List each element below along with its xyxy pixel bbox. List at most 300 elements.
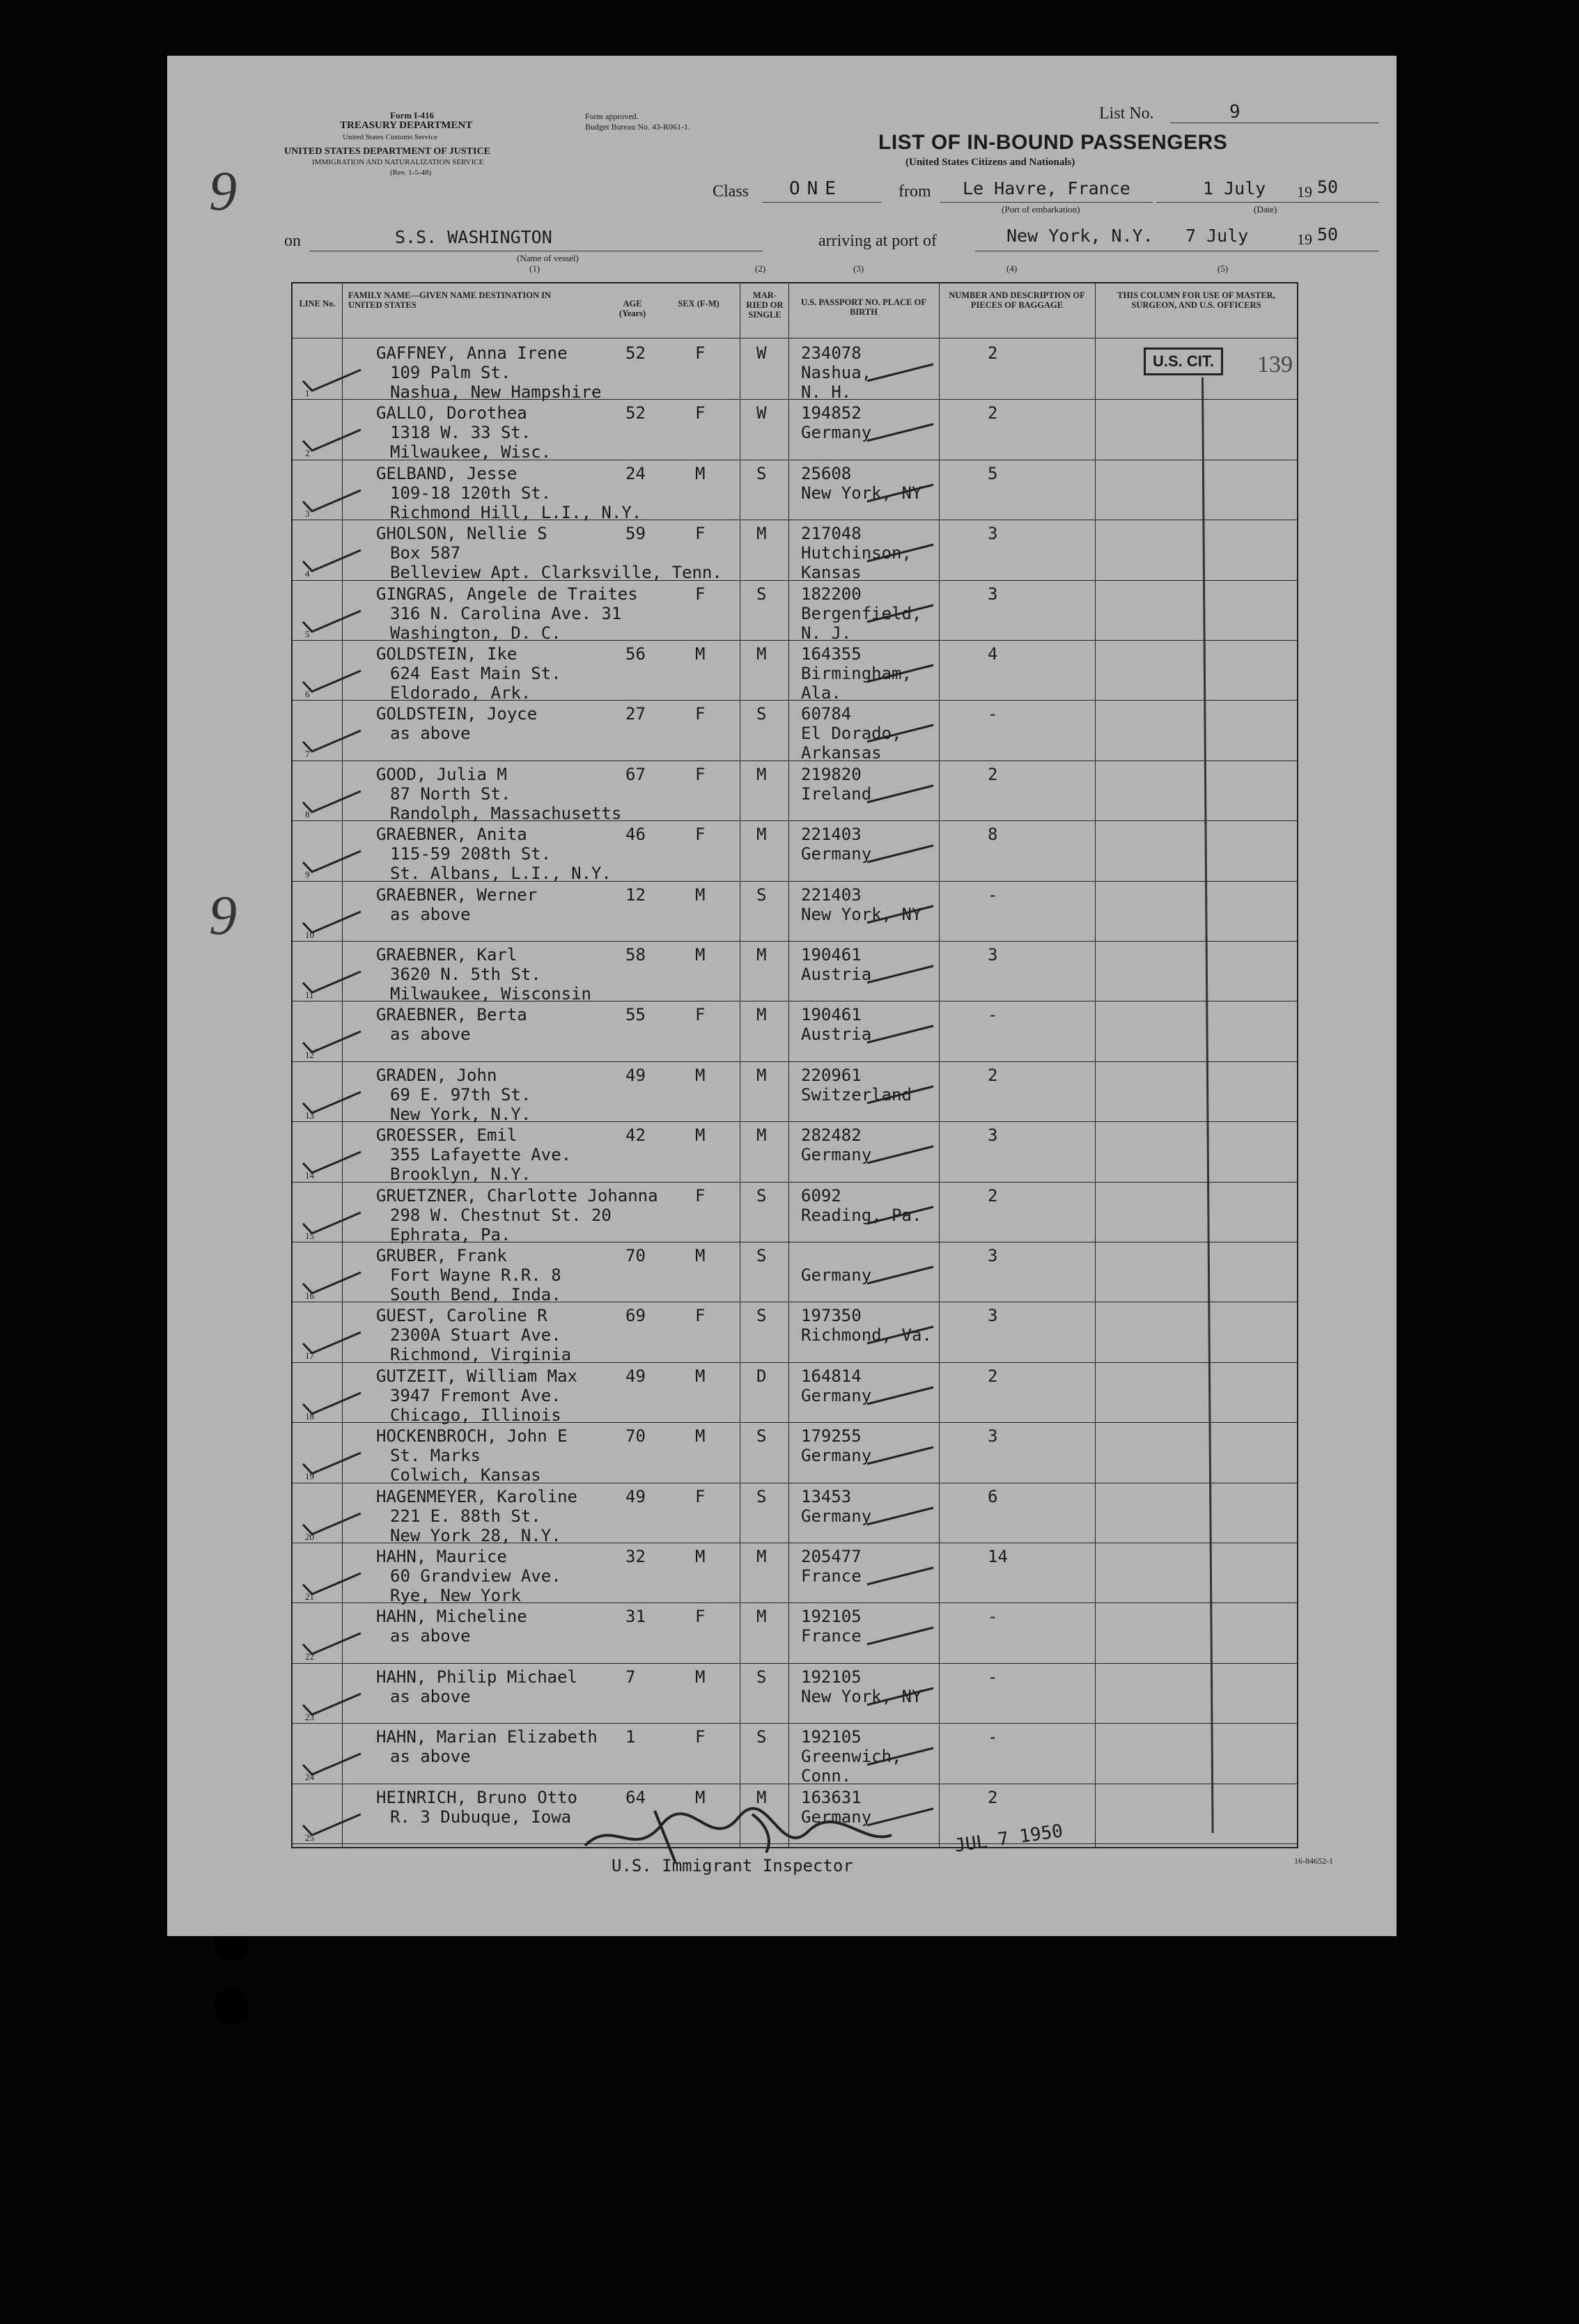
address-line-1: 1318 W. 33 St.: [390, 423, 531, 443]
baggage-count: 4: [988, 644, 998, 664]
address-line-1: as above: [390, 1024, 471, 1045]
passport-number: 221403: [801, 884, 862, 905]
from-label: from: [899, 182, 931, 201]
check-mark-icon: [300, 608, 364, 636]
address-line-1: as above: [390, 1747, 471, 1767]
address-line-1: 87 North St.: [390, 783, 511, 804]
line-number: 3: [305, 508, 310, 519]
sex-cell: M: [695, 1426, 706, 1446]
table-row: [293, 1422, 1297, 1483]
sex-cell: F: [695, 1727, 706, 1747]
passport-number: 164355: [801, 644, 862, 664]
baggage-count: 2: [988, 1787, 998, 1807]
birthplace-line-1: Ireland: [801, 783, 872, 804]
table-row: [293, 580, 1297, 641]
passport-number: 192105: [801, 1667, 862, 1687]
age-cell: 1: [625, 1727, 636, 1747]
age-cell: 70: [625, 1246, 646, 1265]
check-mark-icon: [864, 1684, 940, 1712]
table-row: [293, 1001, 1297, 1062]
sex-cell: F: [695, 524, 706, 544]
address-line-1: as above: [390, 1686, 471, 1706]
revision: (Rev. 1-5-48): [390, 169, 432, 177]
table-row: [293, 1302, 1297, 1363]
age-cell: 56: [625, 644, 646, 664]
check-mark-icon: [300, 788, 364, 816]
passenger-name: GUEST, Caroline R: [376, 1306, 547, 1326]
passport-number: 192105: [801, 1727, 862, 1747]
line-number: 23: [305, 1711, 314, 1722]
passport-number: 220961: [801, 1065, 862, 1085]
col-name: FAMILY NAME—GIVEN NAME DESTINATION IN UNITED STATES: [348, 290, 551, 310]
address-line-2: Nashua, New Hampshire: [390, 382, 602, 402]
birthplace-line-1: Germany: [801, 1145, 872, 1165]
baggage-count: 3: [988, 1426, 998, 1446]
birthplace-line-1: Austria: [801, 965, 872, 984]
check-mark-icon: [864, 721, 940, 749]
sex-cell: M: [695, 1667, 706, 1687]
address-line-2: Eldorado, Ark.: [390, 683, 531, 703]
check-mark-icon: [300, 547, 364, 575]
table-row: [293, 1061, 1297, 1123]
line-number: 17: [305, 1350, 314, 1362]
marital-cell: M: [756, 764, 767, 784]
birthplace-line-1: Germany: [801, 423, 872, 443]
check-mark-icon: [864, 1443, 940, 1471]
address-line-1: St. Marks: [390, 1446, 481, 1466]
sex-cell: M: [695, 1065, 706, 1085]
table-row: [293, 700, 1297, 761]
marital-cell: M: [756, 1125, 767, 1146]
passenger-name: GINGRAS, Angele de Traites: [376, 584, 638, 604]
sex-cell: M: [695, 1246, 706, 1265]
passenger-name: HAGENMEYER, Karoline: [376, 1486, 577, 1506]
check-mark-icon: [300, 909, 364, 937]
age-cell: 32: [625, 1547, 646, 1566]
col-age: AGE (Years): [619, 299, 646, 318]
address-line-2: Belleview Apt. Clarksville, Tenn.: [390, 563, 722, 583]
age-cell: 49: [625, 1065, 646, 1085]
sex-cell: M: [695, 1125, 706, 1146]
passenger-name: HAHN, Micheline: [376, 1607, 527, 1627]
handwritten-page-no: 9: [209, 161, 237, 222]
arriving-label: arriving at port of: [818, 232, 937, 250]
check-mark-icon: [300, 1390, 364, 1418]
baggage-count: 3: [988, 1246, 998, 1265]
passenger-name: GELBAND, Jesse: [376, 463, 518, 483]
sex-cell: M: [695, 463, 706, 483]
age-cell: 12: [625, 884, 646, 905]
line-number: 24: [305, 1772, 314, 1783]
passenger-name: GOLDSTEIN, Joyce: [376, 704, 538, 724]
check-mark-icon: [864, 1383, 940, 1411]
birthplace-line-1: France: [801, 1566, 862, 1586]
line-number: 4: [305, 568, 310, 579]
line-number: 21: [305, 1591, 314, 1602]
marital-cell: S: [756, 1246, 767, 1265]
check-mark-icon: [864, 1504, 940, 1531]
birthplace-line-2: N. H.: [801, 382, 852, 402]
check-mark-icon: [864, 841, 940, 869]
check-mark-icon: [864, 1203, 940, 1231]
passport-number: 179255: [801, 1426, 862, 1446]
handwritten-page-no-2: 9: [209, 885, 237, 946]
form-subtitle: (United States Citizens and Nationals): [905, 157, 1075, 168]
line-number: 6: [305, 689, 310, 699]
birthplace-line-1: Germany: [801, 1807, 872, 1827]
check-mark-icon: [300, 1270, 364, 1297]
age-cell: 70: [625, 1426, 646, 1446]
baggage-count: 2: [988, 1185, 998, 1206]
table-row: [293, 1121, 1297, 1183]
marital-cell: S: [756, 1306, 767, 1326]
baggage-count: 14: [988, 1547, 1008, 1566]
passport-number: 6092: [801, 1185, 841, 1206]
table-row: [293, 520, 1297, 581]
address-line-1: 115-59 208th St.: [390, 844, 552, 864]
caption-5: (5): [1218, 263, 1229, 274]
passport-number: 197350: [801, 1306, 862, 1326]
sex-cell: F: [695, 764, 706, 784]
birthplace-line-1: Germany: [801, 1506, 872, 1526]
age-cell: 46: [625, 825, 646, 845]
address-line-2: Richmond Hill, L.I., N.Y.: [390, 502, 642, 522]
age-cell: 42: [625, 1125, 646, 1146]
embarkation-port: Le Havre, France: [963, 178, 1130, 198]
col-sex: SEX (F-M): [678, 299, 720, 309]
check-mark-icon: [864, 360, 940, 388]
arrival-year: 50: [1317, 224, 1339, 244]
check-mark-icon: [864, 1082, 940, 1110]
justice-dept: UNITED STATES DEPARTMENT OF JUSTICE: [284, 146, 490, 157]
marital-cell: M: [756, 1005, 767, 1025]
check-mark-icon: [300, 427, 364, 455]
birthplace-line-1: Greenwich,: [801, 1747, 902, 1767]
age-cell: 69: [625, 1306, 646, 1326]
address-line-1: 2300A Stuart Ave.: [390, 1325, 561, 1346]
line-number: 5: [305, 628, 310, 639]
baggage-count: 2: [988, 1065, 998, 1085]
address-line-1: R. 3 Dubuque, Iowa: [390, 1807, 572, 1827]
age-cell: 31: [625, 1607, 646, 1627]
line-number: 2: [305, 448, 310, 459]
check-mark-icon: [300, 969, 364, 997]
check-mark-icon: [300, 1210, 364, 1238]
passenger-name: HOCKENBROCH, John E: [376, 1426, 568, 1446]
age-cell: 52: [625, 403, 646, 423]
sex-cell: M: [695, 1547, 706, 1566]
address-line-2: Colwich, Kansas: [390, 1465, 541, 1485]
passport-number: 13453: [801, 1486, 852, 1506]
check-mark-icon: [300, 1570, 364, 1598]
age-cell: 49: [625, 1486, 646, 1506]
birthplace-line-1: Austria: [801, 1024, 872, 1045]
table-row: [293, 761, 1297, 822]
line-number: 16: [305, 1290, 314, 1301]
binder-hole: [214, 1988, 249, 2023]
passenger-name: GUTZEIT, William Max: [376, 1366, 577, 1386]
passenger-name: GAFFNEY, Anna Irene: [376, 343, 568, 363]
class-value: ONE: [789, 178, 843, 199]
check-mark-icon: [864, 962, 940, 990]
passport-number: 282482: [801, 1125, 862, 1146]
birthplace-line-1: Switzerland: [801, 1084, 912, 1105]
address-line-2: Brooklyn, N.Y.: [390, 1164, 531, 1185]
birthplace-line-2: N. J.: [801, 623, 852, 643]
passport-number: 217048: [801, 524, 862, 544]
sex-cell: F: [695, 343, 706, 363]
vessel-caption: (Name of vessel): [517, 253, 579, 263]
line-number: 22: [305, 1651, 314, 1662]
line-number: 15: [305, 1230, 314, 1241]
class-label: Class: [713, 182, 749, 201]
address-line-1: 624 East Main St.: [390, 664, 561, 683]
birthplace-line-2: Kansas: [801, 563, 862, 583]
col-baggage: NUMBER AND DESCRIPTION OF PIECES OF BAGGAGE: [949, 290, 1085, 310]
age-cell: 67: [625, 764, 646, 784]
passport-number: 163631: [801, 1787, 862, 1807]
address-line-1: as above: [390, 1626, 471, 1646]
arrival-year-prefix: 19: [1297, 231, 1312, 248]
check-mark-icon: [864, 1142, 940, 1170]
table-row: [293, 1663, 1297, 1724]
birthplace-line-1: France: [801, 1626, 862, 1646]
marital-cell: S: [756, 704, 767, 724]
line-number: 18: [305, 1410, 314, 1421]
baggage-count: 3: [988, 945, 998, 965]
caption-4: (4): [1006, 263, 1018, 274]
address-line-1: Box 587: [390, 543, 461, 563]
sex-cell: M: [695, 884, 706, 905]
check-mark-icon: [300, 728, 364, 756]
passport-number: 190461: [801, 945, 862, 965]
passport-number: 60784: [801, 704, 852, 724]
check-mark-icon: [300, 1811, 364, 1839]
table-row: [293, 1362, 1297, 1424]
check-mark-icon: [300, 1691, 364, 1719]
col-married: MAR-RIED OR SINGLE: [746, 290, 784, 320]
on-label: on: [284, 232, 301, 250]
check-mark-icon: [864, 481, 940, 508]
marital-cell: S: [756, 1486, 767, 1506]
passport-number: 221403: [801, 825, 862, 845]
address-line-1: 60 Grandview Ave.: [390, 1566, 561, 1586]
address-line-2: Chicago, Illinois: [390, 1405, 561, 1425]
birthplace-line-2: Conn.: [801, 1766, 852, 1786]
address-line-2: Rye, New York: [390, 1586, 521, 1605]
page-count: 139: [1257, 352, 1293, 377]
form-code: 16-84652-1: [1294, 1856, 1333, 1866]
line-number: 12: [305, 1050, 314, 1061]
passport-number: 219820: [801, 764, 862, 784]
age-cell: 55: [625, 1005, 646, 1025]
address-line-1: 316 N. Carolina Ave. 31: [390, 603, 622, 623]
marital-cell: S: [756, 1426, 767, 1446]
baggage-count: 3: [988, 584, 998, 604]
list-no-label: List No.: [1099, 104, 1154, 123]
marital-cell: M: [756, 1787, 767, 1807]
birthplace-line-1: New York, NY: [801, 483, 922, 503]
address-line-2: Milwaukee, Wisconsin: [390, 984, 591, 1004]
sex-cell: M: [695, 1366, 706, 1386]
passenger-name: GOLDSTEIN, Ike: [376, 644, 518, 664]
birthplace-line-1: Reading, Pa.: [801, 1205, 922, 1225]
check-mark-icon: [864, 902, 940, 930]
line-number: 13: [305, 1109, 314, 1121]
table-row: [293, 820, 1297, 882]
arrival-date: 7 July: [1185, 226, 1249, 246]
address-line-1: 3947 Fremont Ave.: [390, 1385, 561, 1405]
baggage-count: 6: [988, 1486, 998, 1506]
line-number: 25: [305, 1832, 314, 1843]
col-line: LINE No.: [299, 299, 336, 309]
check-mark-icon: [300, 1029, 364, 1056]
passenger-name: GRAEBNER, Berta: [376, 1005, 527, 1025]
marital-cell: M: [756, 825, 767, 845]
line-number: 10: [305, 929, 314, 940]
table-row: [293, 1483, 1297, 1544]
check-mark-icon: [864, 420, 940, 448]
passenger-name: GHOLSON, Nellie S: [376, 524, 547, 544]
sex-cell: F: [695, 1486, 706, 1506]
address-line-2: South Bend, Inda.: [390, 1285, 561, 1304]
embarkation-caption: (Port of embarkation): [1002, 204, 1080, 215]
check-mark-icon: [864, 1323, 940, 1350]
address-line-1: 3620 N. 5th St.: [390, 965, 541, 984]
check-mark-icon: [300, 367, 364, 395]
age-cell: 49: [625, 1366, 646, 1386]
line-number: 14: [305, 1170, 314, 1181]
address-line-1: as above: [390, 724, 471, 744]
check-mark-icon: [300, 1511, 364, 1538]
inspector-signature: [571, 1797, 961, 1866]
birthplace-line-1: Germany: [801, 844, 872, 864]
list-no-value: 9: [1229, 102, 1240, 123]
address-line-1: 355 Lafayette Ave.: [390, 1145, 572, 1165]
passport-number: 205477: [801, 1547, 862, 1566]
check-mark-icon: [864, 1744, 940, 1772]
form-number: Form I-416: [390, 110, 435, 120]
birthplace-line-2: Ala.: [801, 683, 841, 703]
sex-cell: F: [695, 1005, 706, 1025]
birthplace-line-1: Nashua,: [801, 363, 872, 382]
table-row: [293, 1543, 1297, 1604]
table-row: [293, 460, 1297, 521]
departure-year: 50: [1317, 177, 1339, 197]
baggage-count: 2: [988, 403, 998, 423]
birthplace-line-1: Germany: [801, 1265, 872, 1285]
check-mark-icon: [300, 1329, 364, 1357]
passport-number: 192105: [801, 1607, 862, 1627]
address-line-2: Washington, D. C.: [390, 623, 561, 643]
baggage-count: -: [988, 884, 998, 905]
marital-cell: D: [756, 1366, 767, 1386]
passenger-table: [291, 282, 1298, 1848]
line-number: 1: [305, 388, 310, 398]
address-line-1: 298 W. Chestnut St. 20: [390, 1205, 612, 1225]
address-line-1: 221 E. 88th St.: [390, 1506, 541, 1526]
departure-year-prefix: 19: [1297, 183, 1312, 201]
col-officers: THIS COLUMN FOR USE OF MASTER, SURGEON, AND U.S. OFFICERS: [1117, 290, 1275, 310]
line-number: 7: [305, 749, 310, 760]
check-mark-icon: [864, 1623, 940, 1651]
check-mark-icon: [864, 601, 940, 629]
sex-cell: F: [695, 704, 706, 724]
manifest-page: [167, 56, 1397, 1936]
table-row: [293, 1723, 1297, 1784]
address-line-1: as above: [390, 904, 471, 924]
passenger-name: GRAEBNER, Karl: [376, 945, 518, 965]
passport-number: 190461: [801, 1005, 862, 1025]
table-row: [293, 1182, 1297, 1243]
marital-cell: M: [756, 644, 767, 664]
birthplace-line-1: Birmingham,: [801, 664, 912, 683]
check-mark-icon: [300, 1450, 364, 1478]
birthplace-line-1: Hutchinson,: [801, 543, 912, 563]
age-cell: 59: [625, 524, 646, 544]
check-mark-icon: [300, 1089, 364, 1117]
marital-cell: S: [756, 1185, 767, 1206]
passport-number: 164814: [801, 1366, 862, 1386]
passenger-name: HEINRICH, Bruno Otto: [376, 1787, 577, 1807]
marital-cell: S: [756, 884, 767, 905]
ins-service: IMMIGRATION AND NATURALIZATION SERVICE: [312, 158, 484, 166]
sex-cell: F: [695, 825, 706, 845]
birthplace-line-1: New York, NY: [801, 1686, 922, 1706]
check-mark-icon: [300, 668, 364, 696]
date-stamp: JUL 7 1950: [953, 1820, 1064, 1857]
address-line-1: Fort Wayne R.R. 8: [390, 1265, 561, 1285]
check-mark-icon: [300, 1751, 364, 1779]
check-mark-icon: [864, 540, 940, 568]
caption-1: (1): [529, 263, 540, 274]
passport-number: 182200: [801, 584, 862, 604]
address-line-2: Ephrata, Pa.: [390, 1224, 511, 1245]
sex-cell: M: [695, 945, 706, 965]
passenger-name: GRAEBNER, Werner: [376, 884, 538, 905]
sex-cell: F: [695, 1607, 706, 1627]
col-passport: U.S. PASSPORT NO. PLACE OF BIRTH: [800, 297, 927, 317]
table-row: [293, 399, 1297, 460]
address-line-2: Richmond, Virginia: [390, 1345, 572, 1365]
baggage-count: -: [988, 1667, 998, 1687]
passenger-name: GOOD, Julia M: [376, 764, 507, 784]
address-line-2: New York 28, N.Y.: [390, 1525, 561, 1545]
sex-cell: F: [695, 403, 706, 423]
line-number: 20: [305, 1531, 314, 1542]
passenger-name: HAHN, Philip Michael: [376, 1667, 577, 1687]
passenger-name: HAHN, Maurice: [376, 1547, 507, 1566]
us-citizen-stamp: U.S. CIT.: [1144, 348, 1223, 375]
address-line-2: New York, N.Y.: [390, 1104, 531, 1124]
customs-service: United States Customs Service: [343, 133, 437, 141]
baggage-count: 8: [988, 825, 998, 845]
birthplace-line-1: Richmond, Va.: [801, 1325, 932, 1346]
passport-number: 194852: [801, 403, 862, 423]
table-row: [293, 640, 1297, 701]
baggage-count: 5: [988, 463, 998, 483]
line-number: 9: [305, 869, 310, 880]
age-cell: 24: [625, 463, 646, 483]
sex-cell: F: [695, 1306, 706, 1326]
table-row: [293, 1602, 1297, 1664]
inspector-label: U.S. Immigrant Inspector: [612, 1856, 853, 1875]
address-line-1: 69 E. 97th St.: [390, 1084, 531, 1105]
baggage-count: 2: [988, 1366, 998, 1386]
arrival-port: New York, N.Y.: [1006, 226, 1153, 246]
birthplace-line-2: Arkansas: [801, 743, 882, 763]
treasury-dept: TREASURY DEPARTMENT: [340, 120, 473, 131]
